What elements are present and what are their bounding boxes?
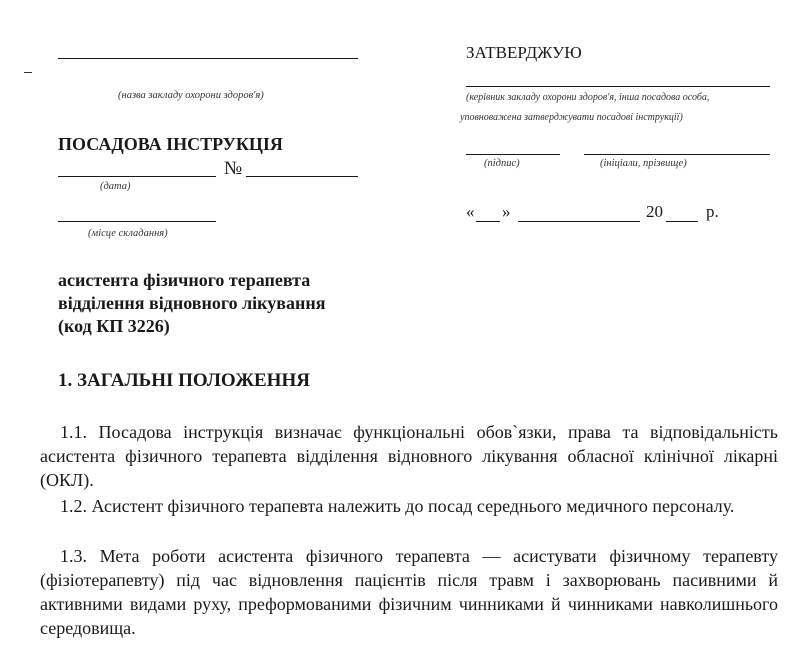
institution-name-line xyxy=(58,58,358,59)
number-line xyxy=(246,176,358,177)
initials-line xyxy=(584,154,770,155)
signature-line xyxy=(466,154,560,155)
date-close-quote: » xyxy=(502,202,511,221)
paragraph-1-1: 1.1. Посадова інструкція визначає функціональні обов`язки, права та відповідальність асистента фізичного терапевта відділення відновного лікування обласної клінічної лікарні (ОКЛ). xyxy=(40,422,778,490)
date-line xyxy=(58,176,216,177)
head-caption-line2: уповноважена затверджувати посадові інструкції) xyxy=(460,112,683,123)
initials-caption: (ініціали, прізвище) xyxy=(600,158,687,169)
position-line-1: асистента фізичного терапевта xyxy=(58,270,311,290)
paragraph-1-2: 1.2. Асистент фізичного терапевта належить до посад середнього медичного персоналу. xyxy=(60,496,735,516)
approve-label: ЗАТВЕРДЖУЮ xyxy=(466,43,582,62)
section-heading: 1. ЗАГАЛЬНІ ПОЛОЖЕННЯ xyxy=(58,370,310,391)
year-prefix: 20 xyxy=(646,202,663,221)
year-suffix: р. xyxy=(706,202,719,221)
position-line-2: відділення відновного лікування xyxy=(58,293,326,313)
year-line xyxy=(666,221,698,222)
head-caption-line1: (керівник закладу охорони здоров'я, інша посадова особа, xyxy=(466,92,710,103)
institution-name-caption: (назва закладу охорони здоров'я) xyxy=(118,90,264,101)
position-code: (код КП 3226) xyxy=(58,316,170,336)
signature-caption: (підпис) xyxy=(484,158,520,169)
place-caption: (місце складання) xyxy=(88,228,168,239)
date-open-quote: « xyxy=(466,202,475,221)
month-line xyxy=(518,221,640,222)
margin-dash xyxy=(24,72,32,73)
number-sign: № xyxy=(224,158,243,179)
document-title: ПОСАДОВА ІНСТРУКЦІЯ xyxy=(58,134,283,154)
paragraph-1-3: 1.3. Мета роботи асистента фізичного терапевта — асистувати фізичному терапевту (фізіотерапевту) під час відновлення пацієнтів після травм і захворювань пасивними й активними видами руху, преформованими фізичним чинниками й чинниками навколишнього середовища. xyxy=(40,546,778,638)
day-line xyxy=(476,221,500,222)
place-line xyxy=(58,221,216,222)
date-caption: (дата) xyxy=(100,181,131,192)
head-name-line xyxy=(466,86,770,87)
